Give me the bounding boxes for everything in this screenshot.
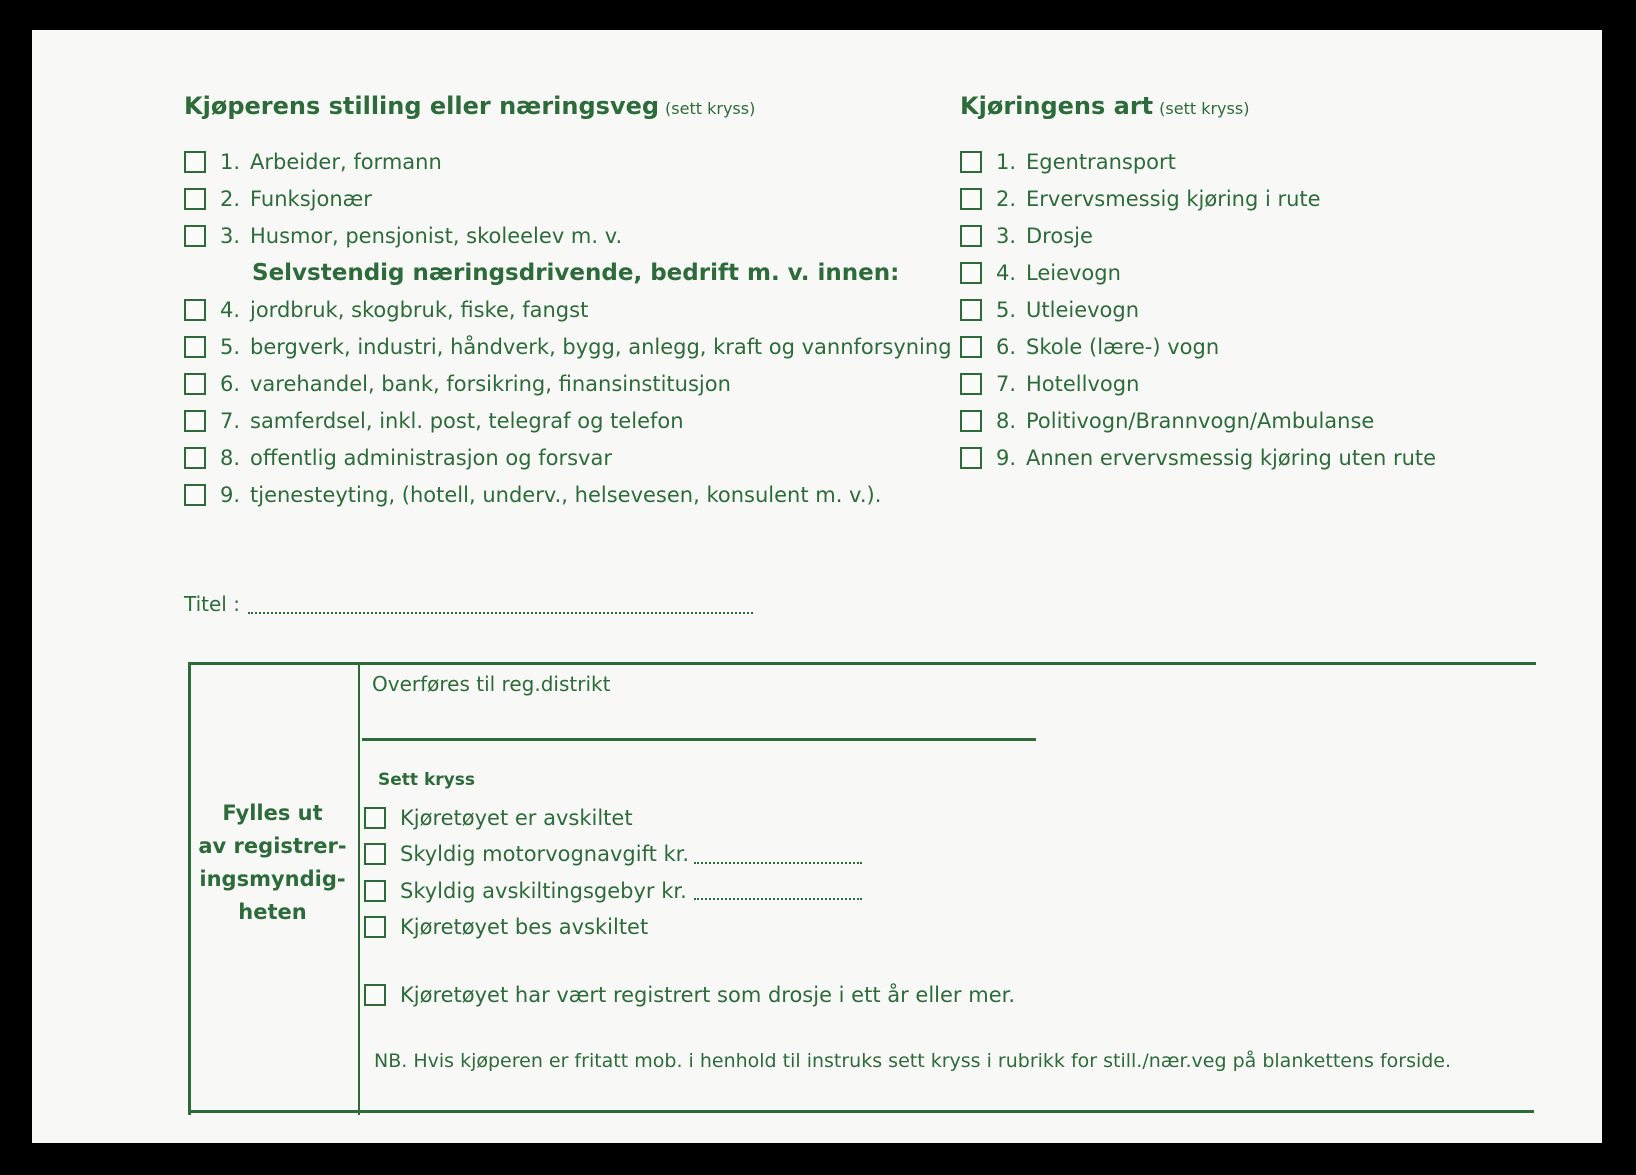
- checkbox[interactable]: [184, 484, 206, 506]
- checkbox[interactable]: [960, 262, 982, 284]
- checkbox[interactable]: [960, 336, 982, 358]
- checkbox[interactable]: [364, 984, 386, 1006]
- occupation-option-3[interactable]: [184, 224, 622, 248]
- check-deregistration-fee-owed[interactable]: [364, 879, 687, 903]
- occupation-option-8[interactable]: [184, 446, 612, 470]
- occupation-option-9[interactable]: [184, 483, 881, 507]
- checkbox[interactable]: [960, 447, 982, 469]
- driving-option-8[interactable]: [960, 409, 1374, 433]
- checkbox[interactable]: [184, 225, 206, 247]
- option-number: 8.: [220, 446, 241, 470]
- checkbox[interactable]: [364, 843, 386, 865]
- option-number: 7.: [220, 409, 241, 433]
- checkbox[interactable]: [184, 373, 206, 395]
- option-label: Ervervsmessig kjøring i rute: [1026, 187, 1321, 211]
- option-label: Husmor, pensjonist, skoleelev m. v.: [250, 224, 623, 248]
- occupation-option-2[interactable]: [184, 187, 372, 211]
- motor-tax-amount-field[interactable]: [694, 862, 862, 864]
- option-number: 6.: [220, 372, 241, 396]
- self-employed-subheading: Selvstendig næringsdrivende, bedrift m. v. innen:: [252, 260, 900, 286]
- transfer-district-field[interactable]: [362, 738, 1036, 741]
- option-label: Leievogn: [1026, 261, 1121, 285]
- option-number: 2.: [996, 187, 1017, 211]
- option-label: bergverk, industri, håndverk, bygg, anlegg, kraft og vannforsyning: [250, 335, 952, 359]
- checkbox[interactable]: [184, 447, 206, 469]
- option-label: Kjøretøyet er avskiltet: [400, 806, 633, 830]
- registry-authority-label: [195, 797, 350, 929]
- option-number: 9.: [996, 446, 1017, 470]
- driving-option-6[interactable]: [960, 335, 1219, 359]
- option-label: Drosje: [1026, 224, 1093, 248]
- option-number: 4.: [220, 298, 241, 322]
- occupation-option-1[interactable]: [184, 150, 442, 174]
- occupation-option-6[interactable]: [184, 372, 731, 396]
- label-line: ingsmyndig-: [199, 867, 346, 891]
- checkbox[interactable]: [184, 336, 206, 358]
- option-number: 5.: [220, 335, 241, 359]
- sett-kryss-label: Sett kryss: [378, 770, 475, 790]
- option-number: 1.: [220, 150, 241, 174]
- fee-amount-field[interactable]: [694, 898, 862, 900]
- driving-option-7[interactable]: [960, 372, 1139, 396]
- option-number: 3.: [220, 224, 241, 248]
- checkbox[interactable]: [364, 916, 386, 938]
- checkbox[interactable]: [960, 299, 982, 321]
- checkbox[interactable]: [960, 373, 982, 395]
- option-number: 4.: [996, 261, 1017, 285]
- checkbox[interactable]: [184, 410, 206, 432]
- option-number: 1.: [996, 150, 1017, 174]
- driving-option-4[interactable]: [960, 261, 1121, 285]
- option-number: 5.: [996, 298, 1017, 322]
- option-label: Arbeider, formann: [250, 150, 442, 174]
- option-label: Annen ervervsmessig kjøring uten rute: [1026, 446, 1437, 470]
- titel-field[interactable]: [248, 612, 753, 614]
- buyer-occupation-title: Kjøperens stilling eller næringsveg: [184, 92, 660, 120]
- occupation-option-5[interactable]: [184, 335, 952, 359]
- transfer-district-label: Overføres til reg.distrikt: [372, 672, 611, 696]
- option-number: 7.: [996, 372, 1017, 396]
- panel-bottom-border: [188, 1110, 1534, 1113]
- option-label: jordbruk, skogbruk, fiske, fangst: [250, 298, 589, 322]
- option-label: Egentransport: [1026, 150, 1176, 174]
- nb-note: NB. Hvis kjøperen er fritatt mob. i henhold til instruks sett kryss i rubrikk for still./nær.veg på blankettens forside.: [374, 1050, 1452, 1072]
- option-number: 6.: [996, 335, 1017, 359]
- checkbox[interactable]: [960, 225, 982, 247]
- option-label: Politivogn/Brannvogn/Ambulanse: [1026, 409, 1375, 433]
- option-label: Hotellvogn: [1026, 372, 1140, 396]
- titel-label: Titel :: [184, 592, 240, 616]
- check-request-deregistration[interactable]: [364, 915, 648, 939]
- option-number: 8.: [996, 409, 1017, 433]
- option-label: Kjøretøyet har vært registrert som drosje i ett år eller mer.: [400, 983, 1015, 1007]
- option-label: tjenesteyting, (hotell, underv., helsevesen, konsulent m. v.).: [250, 483, 882, 507]
- occupation-option-7[interactable]: [184, 409, 684, 433]
- buyer-occupation-heading: [184, 92, 755, 120]
- option-label: Funksjonær: [250, 187, 372, 211]
- option-label: Utleievogn: [1026, 298, 1140, 322]
- checkbox[interactable]: [960, 410, 982, 432]
- option-number: 2.: [220, 187, 241, 211]
- buyer-occupation-note: (sett kryss): [665, 99, 756, 118]
- option-number: 9.: [220, 483, 241, 507]
- option-label: varehandel, bank, forsikring, finansinstitusjon: [250, 372, 731, 396]
- check-motor-tax-owed[interactable]: [364, 842, 689, 866]
- panel-top-border: [188, 662, 1536, 665]
- check-deregistered[interactable]: [364, 806, 633, 830]
- label-line: Fylles ut: [222, 801, 323, 825]
- checkbox[interactable]: [184, 188, 206, 210]
- check-taxi-one-year[interactable]: [364, 983, 1015, 1007]
- option-label: samferdsel, inkl. post, telegraf og telefon: [250, 409, 684, 433]
- checkbox[interactable]: [364, 880, 386, 902]
- driving-type-heading: [960, 92, 1249, 120]
- driving-option-5[interactable]: [960, 298, 1139, 322]
- option-label: Kjøretøyet bes avskiltet: [400, 915, 649, 939]
- option-label: Skyldig motorvognavgift kr.: [400, 842, 690, 866]
- panel-divider: [358, 662, 360, 1115]
- label-line: heten: [238, 900, 307, 924]
- option-label: offentlig administrasjon og forsvar: [250, 446, 612, 470]
- driving-type-note: (sett kryss): [1159, 99, 1250, 118]
- occupation-option-4[interactable]: [184, 298, 588, 322]
- driving-option-3[interactable]: [960, 224, 1093, 248]
- checkbox[interactable]: [184, 151, 206, 173]
- checkbox[interactable]: [960, 151, 982, 173]
- option-label: Skyldig avskiltingsgebyr kr.: [400, 879, 687, 903]
- panel-left-border: [188, 662, 191, 1115]
- checkbox[interactable]: [364, 807, 386, 829]
- option-label: Skole (lære-) vogn: [1026, 335, 1220, 359]
- option-number: 3.: [996, 224, 1017, 248]
- driving-option-1[interactable]: [960, 150, 1176, 174]
- checkbox[interactable]: [184, 299, 206, 321]
- driving-option-2[interactable]: [960, 187, 1321, 211]
- driving-option-9[interactable]: [960, 446, 1436, 470]
- checkbox[interactable]: [960, 188, 982, 210]
- driving-type-title: Kjøringens art: [960, 92, 1154, 120]
- label-line: av registrer-: [198, 834, 347, 858]
